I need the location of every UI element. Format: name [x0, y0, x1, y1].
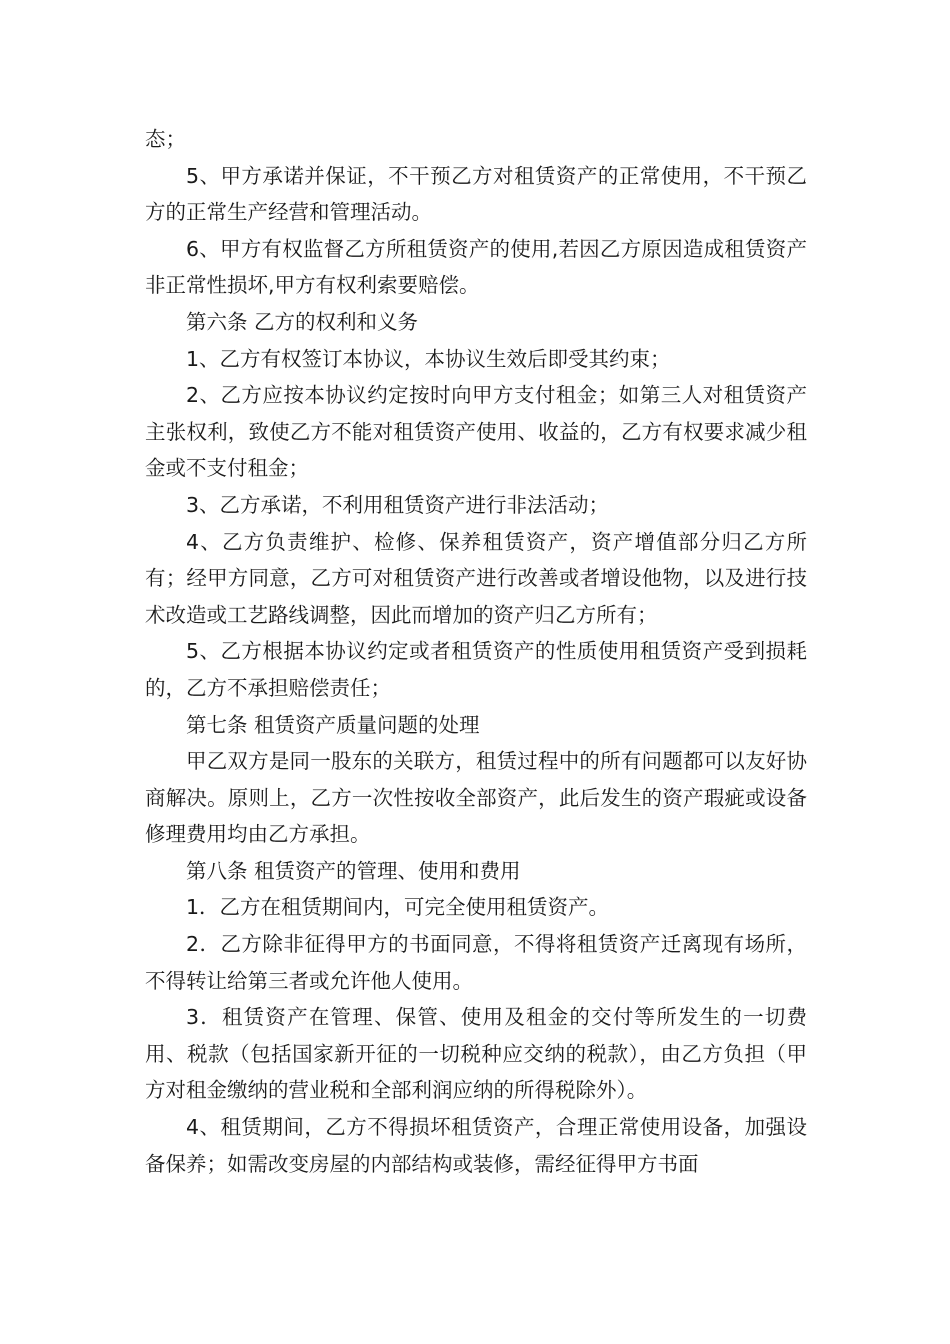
section-heading-6: 第六条 乙方的权利和义务	[186, 309, 419, 334]
section-heading-7: 第七条 租赁资产质量问题的处理	[186, 712, 480, 737]
paragraph-7: 3、乙方承诺，不利用租赁资产进行非法活动；	[186, 492, 610, 517]
paragraph-11: 甲乙双方是同一股东的关联方，租赁过程中的所有问题都可以友好协商解决。原则上，乙方一次性按收全部资产，此后发生的资产瑕疵或设备修理费用均由乙方承担。	[145, 749, 807, 847]
section-heading-8: 第八条 租赁资产的管理、使用和费用	[186, 858, 521, 883]
paragraph-1: 态；	[145, 127, 186, 151]
paragraph-6: 2、乙方应按本协议约定按时向甲方支付租金；如第三人对租赁资产主张权利，致使乙方不能对租赁资产使用、收益的，乙方有权要求减少租金或不支付租金；	[145, 383, 807, 481]
paragraph-14: 2．乙方除非征得甲方的书面同意，不得将租赁资产迁离现有场所，不得转让给第三者或允许他人使用。	[145, 932, 807, 993]
paragraph-2: 5、甲方承诺并保证，不干预乙方对租赁资产的正常使用，不干预乙方的正常生产经营和管理活动。	[145, 163, 807, 225]
paragraph-5: 1、乙方有权签订本协议，本协议生效后即受其约束；	[186, 346, 671, 371]
paragraph-13: 1．乙方在租赁期间内，可完全使用租赁资产。	[186, 895, 610, 920]
paragraph-3: 6、甲方有权监督乙方所租赁资产的使用,若因乙方原因造成租赁资产非正常性损坏,甲方有权利索要赔偿。	[145, 236, 807, 298]
paragraph-15: 3．租赁资产在管理、保管、使用及租金的交付等所发生的一切费用、税款（包括国家新开征的一切税种应交纳的税款），由乙方负担（甲方对租金缴纳的营业税和全部利润应纳的所得税除外）。	[145, 1005, 807, 1103]
paragraph-16: 4、租赁期间，乙方不得损坏租赁资产，合理正常使用设备，加强设备保养；如需改变房屋的内部结构或装修，需经征得甲方书面	[145, 1115, 807, 1176]
paragraph-9: 5、乙方根据本协议约定或者租赁资产的性质使用租赁资产受到损耗的，乙方不承担赔偿责任；	[145, 639, 807, 700]
document-body	[145, 121, 807, 1182]
paragraph-8: 4、乙方负责维护、检修、保养租赁资产，资产增值部分归乙方所有；经甲方同意，乙方可对租赁资产进行改善或者增设他物，以及进行技术改造或工艺路线调整，因此而增加的资产归乙方所有；	[145, 529, 807, 627]
